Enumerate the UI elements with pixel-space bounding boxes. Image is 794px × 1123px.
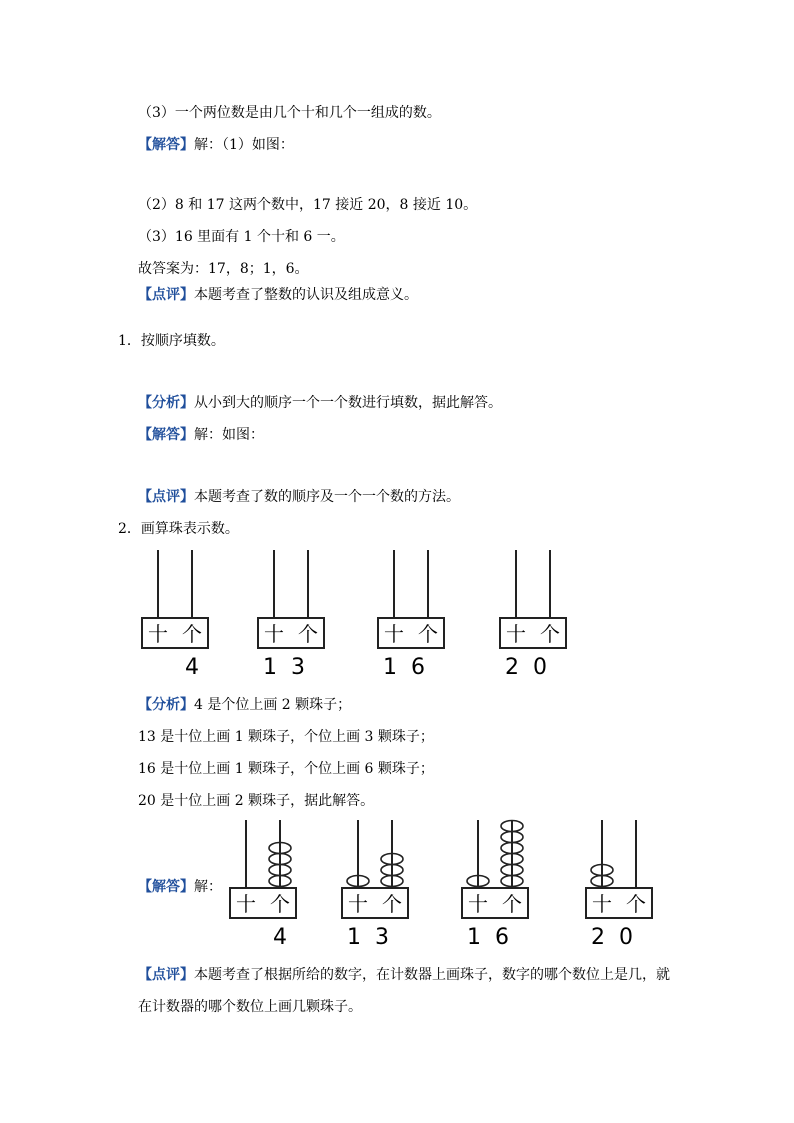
- abacus-label-ones: 个: [626, 892, 646, 916]
- answer-text: 解：: [194, 879, 222, 895]
- question-1-answer: [138, 426, 264, 444]
- answer-text: 解：（1）如图：: [194, 137, 294, 153]
- abacus-label-tens: 十: [236, 892, 256, 916]
- comment-line-1: [138, 286, 418, 304]
- abacus-svg: [140, 548, 212, 678]
- part3-answer: （3）16 里面有 1 个十和 6 一。: [138, 229, 345, 245]
- bead-group: [467, 821, 523, 887]
- abacus-label-ones: 个: [270, 892, 290, 916]
- question-2-answer: [138, 878, 222, 896]
- abacus-label-tens: 十: [384, 622, 404, 646]
- abacus-number: 16: [383, 655, 439, 680]
- abacus-filled-3: [460, 818, 532, 948]
- abacus-label-ones: 个: [418, 622, 438, 646]
- question-2-comment-2: 在计数器的哪个数位上画几颗珠子。: [138, 999, 362, 1015]
- analysis-text: 从小到大的顺序一个一个数进行填数，据此解答。: [194, 395, 502, 411]
- abacus-filled-2: [340, 818, 412, 948]
- abacus-label-tens: 十: [148, 622, 168, 646]
- abacus-label-ones: 个: [540, 622, 560, 646]
- abacus-number: 16: [467, 925, 523, 950]
- abacus-filled-4: [584, 818, 656, 948]
- part3-question: （3）一个两位数是由几个十和几个一组成的数。: [138, 105, 441, 121]
- comment-tag: 【点评】: [138, 489, 194, 505]
- comment-text: 本题考查了整数的认识及组成意义。: [194, 287, 418, 303]
- comment-text: 本题考查了数的顺序及一个一个数的方法。: [194, 489, 460, 505]
- analysis-text: 4 是个位上画 2 颗珠子；: [194, 697, 352, 713]
- abacus-svg: [498, 548, 570, 678]
- question-2-analysis-4: 20 是十位上画 2 颗珠子，据此解答。: [138, 793, 375, 809]
- abacus-number: 4: [273, 925, 287, 950]
- comment-tag: 【点评】: [138, 287, 194, 303]
- analysis-tag: 【分析】: [138, 697, 194, 713]
- question-2-comment-1: [138, 966, 670, 984]
- abacus-label-tens: 十: [506, 622, 526, 646]
- answer-tag: 【解答】: [138, 879, 194, 895]
- abacus-blank-3: [376, 548, 448, 678]
- comment-tag: 【点评】: [138, 967, 194, 983]
- abacus-label-tens: 十: [592, 892, 612, 916]
- question-1-comment: [138, 488, 460, 506]
- abacus-svg: [228, 818, 300, 948]
- abacus-label-tens: 十: [348, 892, 368, 916]
- abacus-number: 4: [185, 655, 199, 680]
- abacus-label-tens: 十: [264, 622, 284, 646]
- abacus-blank-1: [140, 548, 212, 678]
- answer-tag: 【解答】: [138, 137, 194, 153]
- abacus-label-ones: 个: [298, 622, 318, 646]
- abacus-label-tens: 十: [468, 892, 488, 916]
- abacus-svg: [376, 548, 448, 678]
- abacus-number: 20: [591, 925, 647, 950]
- abacus-svg: [584, 818, 656, 948]
- answer-line-1: [138, 136, 294, 154]
- question-1-title: 1．按顺序填数。: [118, 333, 225, 349]
- abacus-svg: [340, 818, 412, 948]
- abacus-label-ones: 个: [502, 892, 522, 916]
- analysis-tag: 【分析】: [138, 395, 194, 411]
- abacus-number: 13: [263, 655, 319, 680]
- abacus-blank-4: [498, 548, 570, 678]
- abacus-label-ones: 个: [182, 622, 202, 646]
- abacus-svg: [256, 548, 328, 678]
- comment-text: 本题考查了根据所给的数字，在计数器上画珠子，数字的哪个数位上是几，就: [194, 967, 670, 983]
- abacus-number: 13: [347, 925, 403, 950]
- part2-answer: （2）8 和 17 这两个数中，17 接近 20，8 接近 10。: [138, 197, 478, 213]
- question-2-title: 2．画算珠表示数。: [118, 521, 239, 537]
- abacus-number: 20: [505, 655, 561, 680]
- question-2-analysis-1: [138, 696, 351, 714]
- abacus-blank-2: [256, 548, 328, 678]
- answer-text: 解：如图：: [194, 427, 264, 443]
- bead-group: [347, 854, 403, 887]
- abacus-label-ones: 个: [382, 892, 402, 916]
- abacus-svg: [460, 818, 532, 948]
- question-1-analysis: [138, 394, 502, 412]
- conclusion: 故答案为：17，8；1，6。: [138, 261, 309, 277]
- answer-tag: 【解答】: [138, 427, 194, 443]
- question-2-analysis-3: 16 是十位上画 1 颗珠子，个位上画 6 颗珠子；: [138, 761, 434, 777]
- abacus-filled-1: [228, 818, 300, 948]
- question-2-analysis-2: 13 是十位上画 1 颗珠子，个位上画 3 颗珠子；: [138, 729, 434, 745]
